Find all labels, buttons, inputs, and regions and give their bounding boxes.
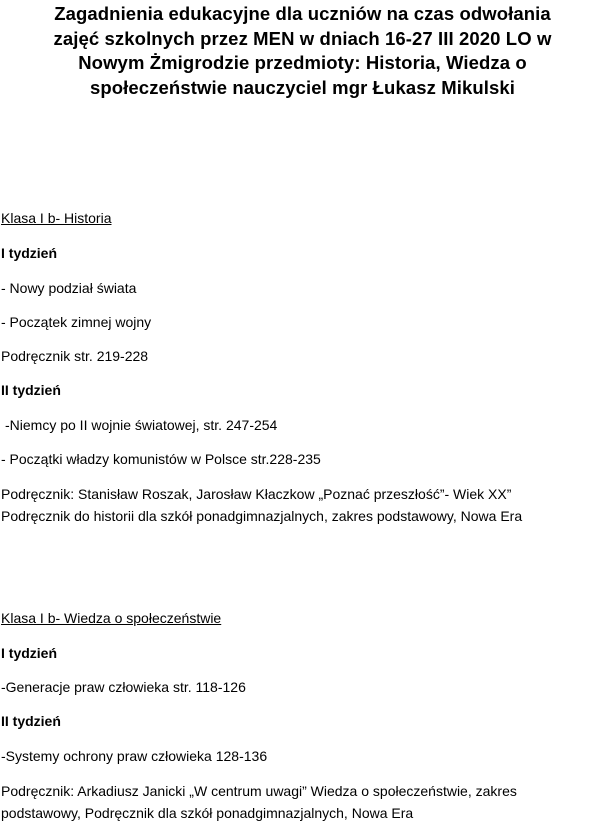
history-week1-textbook: Podręcznik str. 219-228	[1, 348, 149, 364]
wos-week2-item: -Systemy ochrony praw człowieka 128-136	[1, 748, 268, 764]
history-textbook-line: Podręcznik: Stanisław Roszak, Jarosław Kłaczkow „Poznać przeszłość”- Wiek XX”	[1, 486, 512, 502]
history-week1-item: - Początek zimnej wojny	[1, 314, 152, 330]
history-section-heading: Klasa I b- Historia	[1, 210, 112, 226]
title-line: zajęć szkolnych przez MEN w dniach 16-27 III 2020 LO w	[53, 27, 552, 49]
history-week2-item: - Początki władzy komunistów w Polsce str.228-235	[1, 451, 321, 467]
history-week2-label: II tydzień	[1, 382, 61, 398]
history-week2-item: -Niemcy po II wojnie światowej, str. 247-254	[5, 417, 278, 433]
wos-week1-item: -Generacje praw człowieka str. 118-126	[1, 679, 246, 695]
history-week1-item: - Nowy podział świata	[1, 280, 137, 296]
title-line: Zagadnienia edukacyjne dla uczniów na czas odwołania	[54, 3, 551, 24]
title-line: Nowym Żmigrodzie przedmioty: Historia, Wiedza o	[78, 52, 527, 73]
history-week1-label: I tydzień	[1, 245, 58, 261]
wos-textbook-line: podstawowy, Podręcznik dla szkół ponadgimnazjalnych, Nowa Era	[1, 805, 414, 821]
history-textbook-line: Podręcznik do historii dla szkół ponadgimnazjalnych, zakres podstawowy, Nowa Era	[1, 508, 523, 524]
document-title	[4, 2, 601, 100]
wos-section-heading: Klasa I b- Wiedza o społeczeństwie	[1, 610, 222, 626]
wos-week1-label: I tydzień	[1, 645, 58, 661]
wos-textbook-line: Podręcznik: Arkadiusz Janicki „W centrum uwagi” Wiedza o społeczeństwie, zakres	[1, 783, 517, 799]
title-line: społeczeństwie nauczyciel mgr Łukasz Mikulski	[89, 76, 515, 98]
wos-week2-label: II tydzień	[1, 713, 61, 729]
